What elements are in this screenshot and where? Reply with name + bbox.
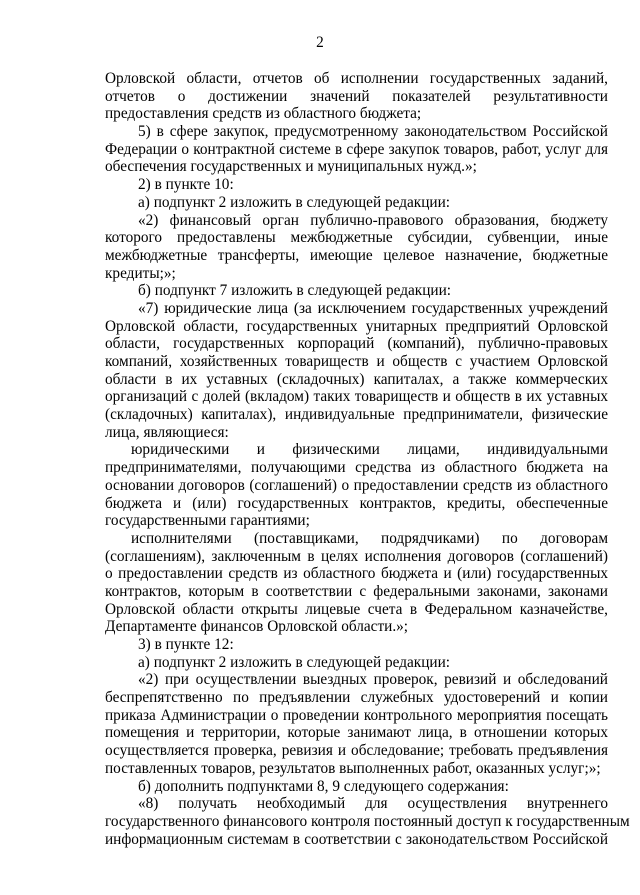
text-line: области в их уставных (складочных) капиталах, а также коммерческих xyxy=(105,370,608,388)
text-line: контрактов, которым в соответствии с федеральными законами, законами xyxy=(105,582,608,600)
paragraph xyxy=(105,778,608,796)
paragraph xyxy=(105,194,608,212)
text-line: б) подпункт 7 изложить в следующей редакции: xyxy=(138,282,452,300)
text-line: предоставления средств из областного бюджета; xyxy=(105,105,422,123)
paragraph xyxy=(105,636,608,654)
text-line: компаний, хозяйственных товариществ и обществ с участием Орловской xyxy=(105,353,608,370)
text-line: (складочных) капиталах), индивидуальные предприниматели, физические xyxy=(105,406,608,424)
text-line: Орловской области открыты лицевые счета в Федеральном казначействе, xyxy=(105,600,608,618)
paragraph xyxy=(105,212,608,283)
paragraph xyxy=(105,654,608,672)
text-line: межбюджетные трансферты, имеющие целевое назначение, бюджетные xyxy=(105,246,608,264)
text-line: основании договоров (соглашений) о предоставлении средств из областного xyxy=(105,476,608,494)
text-line: о предоставлении средств из областного бюджета и (или) государственных xyxy=(105,565,608,583)
paragraph xyxy=(105,70,608,123)
text-line: государственного финансового контроля постоянный доступ к государственным xyxy=(105,812,630,830)
text-line: Федерации о контрактной системе в сфере закупок товаров, работ, услуг для xyxy=(105,140,608,158)
text-line: Орловской области, государственных унитарных предприятий Орловской xyxy=(105,317,608,335)
paragraph xyxy=(105,300,608,442)
text-line: беспрепятственно по предъявлении служебных удостоверений и копии xyxy=(105,689,608,707)
document-body xyxy=(105,70,630,848)
paragraph xyxy=(105,176,608,194)
text-line: поставленных товаров, результатов выполненных работ, оказанных услуг;»; xyxy=(105,759,601,777)
text-line: (соглашениям), заключенным в целях исполнения договоров (соглашений) xyxy=(105,547,608,565)
text-line: юридическими и физическими лицами, индивидуальными xyxy=(131,441,608,459)
text-line: информационным системам в соответствии с законодательством Российской xyxy=(105,830,608,848)
paragraph xyxy=(105,530,608,636)
text-line: б) дополнить подпунктами 8, 9 следующего содержания: xyxy=(138,777,509,795)
paragraph xyxy=(105,441,608,529)
text-line: Департаменте финансов Орловской области.»; xyxy=(105,618,409,636)
text-line: обеспечения государственных и муниципальных нужд.»; xyxy=(105,158,477,176)
text-line: а) подпункт 2 изложить в следующей редакции: xyxy=(138,193,451,211)
text-line: которого предоставлены межбюджетные субсидии, субвенции, иные xyxy=(105,229,608,247)
text-line: исполнителями (поставщиками, подрядчиками) по договорам xyxy=(131,529,608,547)
paragraph xyxy=(105,795,630,848)
text-line: отчетов о достижении значений показателей результативности xyxy=(105,87,608,105)
text-line: бюджета и (или) государственных контрактов, кредиты, обеспеченные xyxy=(105,494,608,512)
text-line: 2) в пункте 10: xyxy=(138,176,234,194)
text-line: 5) в сфере закупок, предусмотренному законодательством Российской xyxy=(138,123,608,141)
paragraph xyxy=(105,282,608,300)
text-line: кредиты;»; xyxy=(105,264,176,282)
text-line: «8) получать необходимый для осуществления внутреннего xyxy=(138,795,608,813)
text-line: «7) юридические лица (за исключением государственных учреждений xyxy=(138,299,608,317)
paragraph xyxy=(105,671,608,777)
text-line: государственными гарантиями; xyxy=(105,512,310,530)
text-line: приказа Администрации о проведении контрольного мероприятия посещать xyxy=(105,706,608,724)
text-line: области, государственных корпораций (компаний), публично-правовых xyxy=(105,335,608,353)
text-line: Орловской области, отчетов об исполнении государственных заданий, xyxy=(105,70,608,87)
text-line: «2) финансовый орган публично-правового образования, бюджету xyxy=(138,211,608,229)
text-line: предпринимателями, получающими средства из областного бюджета на xyxy=(105,459,608,477)
text-line: «2) при осуществлении выездных проверок, ревизий и обследований xyxy=(138,671,608,689)
text-line: осуществляется проверка, ревизия и обследование; требовать предъявления xyxy=(105,742,608,760)
text-line: а) подпункт 2 изложить в следующей редакции: xyxy=(138,653,451,671)
text-line: организаций с долей (вкладом) таких товариществ и обществ в их уставных xyxy=(105,388,608,406)
paragraph xyxy=(105,123,608,176)
text-line: лица, являющиеся: xyxy=(105,423,229,441)
page-number: 2 xyxy=(316,34,324,51)
text-line: помещения и территории, которые занимают лица, в отношении которых xyxy=(105,724,608,742)
text-line: 3) в пункте 12: xyxy=(138,636,234,653)
